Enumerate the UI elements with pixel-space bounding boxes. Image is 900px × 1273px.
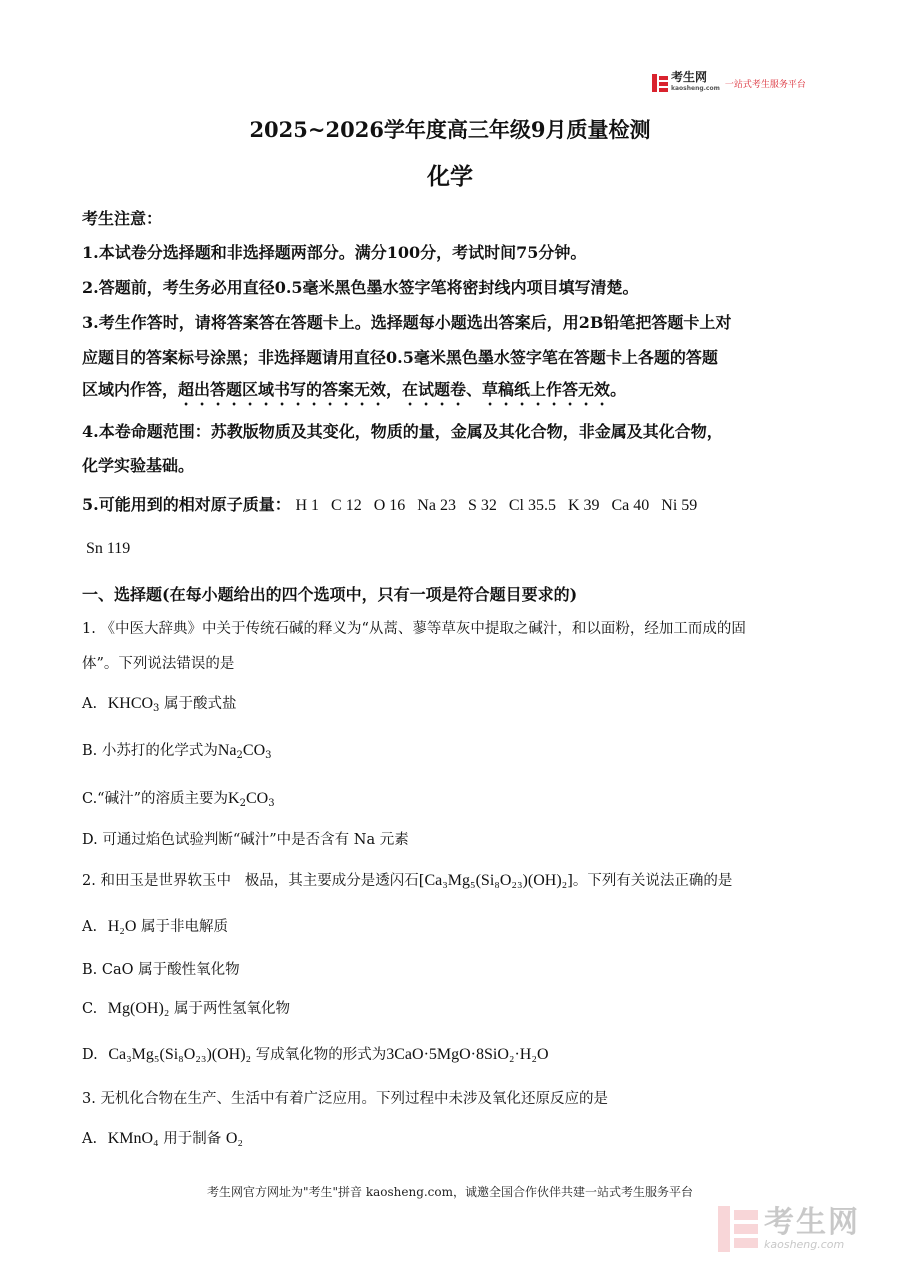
q1-stem-line-2: 体”。下列说法错误的是 (82, 656, 235, 672)
watermark-domain: kaosheng.com (764, 1238, 845, 1251)
chemical-formula: Ca₃Mg₅(Si₈O₂₃)(OH)₂ (424, 872, 568, 889)
watermark (718, 1206, 860, 1252)
emphasis-text: 超出答题区域书写的答案无效 (178, 380, 387, 399)
watermark-logo-icon (718, 1206, 758, 1252)
notice-item-4-line-2: 化学实验基础。 (82, 456, 195, 475)
q2-option-c: C. Mg(OH)₂ 属于两性氢氧化物 (82, 1000, 290, 1017)
emphasis-text: 在试题卷、草稿纸上作答无效 (402, 380, 611, 399)
q2-option-d: D. Ca₃Mg₅(Si₈O₂₃)(OH)₂ 写成氧化物的形式为3CaO·5MgO·8SiO₂·H₂O (82, 1046, 549, 1063)
exam-title: 2025~2026学年度高三年级9月质量检测 (249, 117, 651, 142)
q3-option-a: A. KMnO₄ 用于制备 O₂ (82, 1130, 243, 1147)
notice-item-3-line-3: 区域内作答，超出答题区域书写的答案无效，在试题卷、草稿纸上作答无效。 (82, 380, 627, 399)
notice-item-5: 5.可能用到的相对原子质量： H 1 C 12 O 16 Na 23 S 32 Cl 35.5 K 39 Ca 40 Ni 59 (82, 495, 698, 514)
subject-title: 化学 (427, 163, 473, 190)
q1-option-a: A. $KHCO_3$ 属于酸式盐 (82, 695, 237, 714)
logo-domain: kaosheng.com (671, 85, 720, 92)
notice-item-1: 1.本试卷分选择题和非选择题两部分。满分100分，考试时间75分钟。 (82, 243, 587, 262)
notice-item-2: 2.答题前，考生务必用直径0.5毫米黑色墨水签字笔将密封线内项目填写清楚。 (82, 278, 639, 297)
q2-stem: 2. 和田玉是世界软玉中 极品，其主要成分是透闪石[Ca₃Mg₅(Si₈O₂₃)(OH)₂]。下列有关说法正确的是 (82, 872, 733, 889)
q1-option-d: D. 可通过焰色试验判断“碱汁”中是否含有 Na 元素 (82, 832, 409, 848)
notice-item-3-line-2: 应题目的答案标号涂黑；非选择题请用直径0.5毫米黑色墨水签字笔在答题卡上各题的答题 (82, 348, 718, 367)
q3-stem: 3. 无机化合物在生产、生活中有着广泛应用。下列过程中未涉及氧化还原反应的是 (82, 1091, 608, 1107)
q1-option-c: C.“碱汁”的溶质主要为$K_2CO_3$ (82, 790, 275, 809)
q2-option-b: B. CaO 属于酸性氧化物 (82, 962, 240, 978)
atomic-masses: H 1 C 12 O 16 Na 23 S 32 Cl 35.5 K 39 Ca 40 Ni 59 (295, 497, 698, 514)
notice-item-4-line-1: 4.本卷命题范围：苏教版物质及其变化，物质的量，金属及其化合物，非金属及其化合物， (82, 422, 723, 441)
notice-heading: 考生注意： (82, 209, 163, 228)
kaosheng-logo-icon (652, 74, 668, 92)
section-heading: 一、选择题(在每小题给出的四个选项中，只有一项是符合题目要求的) (82, 585, 578, 604)
q1-option-b: B. 小苏打的化学式为$Na_2CO_3$ (82, 742, 272, 761)
logo-name: 考生网 (671, 70, 708, 84)
logo-slogan: 一站式考生服务平台 (724, 79, 806, 90)
watermark-name: 考生网 (764, 1205, 860, 1240)
notice-item-3-line-1: 3.考生作答时，请将答案答在答题卡上。选择题每小题选出答案后，用2B铅笔把答题卡上对 (82, 313, 732, 332)
page-footer: 考生网官方网址为"考生"拼音 kaosheng.com，诚邀全国合作伙伴共建一站式考生服务平台 (206, 1185, 694, 1199)
header-logo (652, 72, 806, 94)
q2-option-a: A. H₂O 属于非电解质 (82, 918, 228, 935)
q1-stem-line-1: 1. 《中医大辞典》中关于传统石碱的释义为“从蒿、蓼等草灰中提取之碱汁，和以面粉，经加工而成的固 (82, 621, 746, 637)
atomic-masses-cont: Sn 119 (86, 540, 131, 557)
